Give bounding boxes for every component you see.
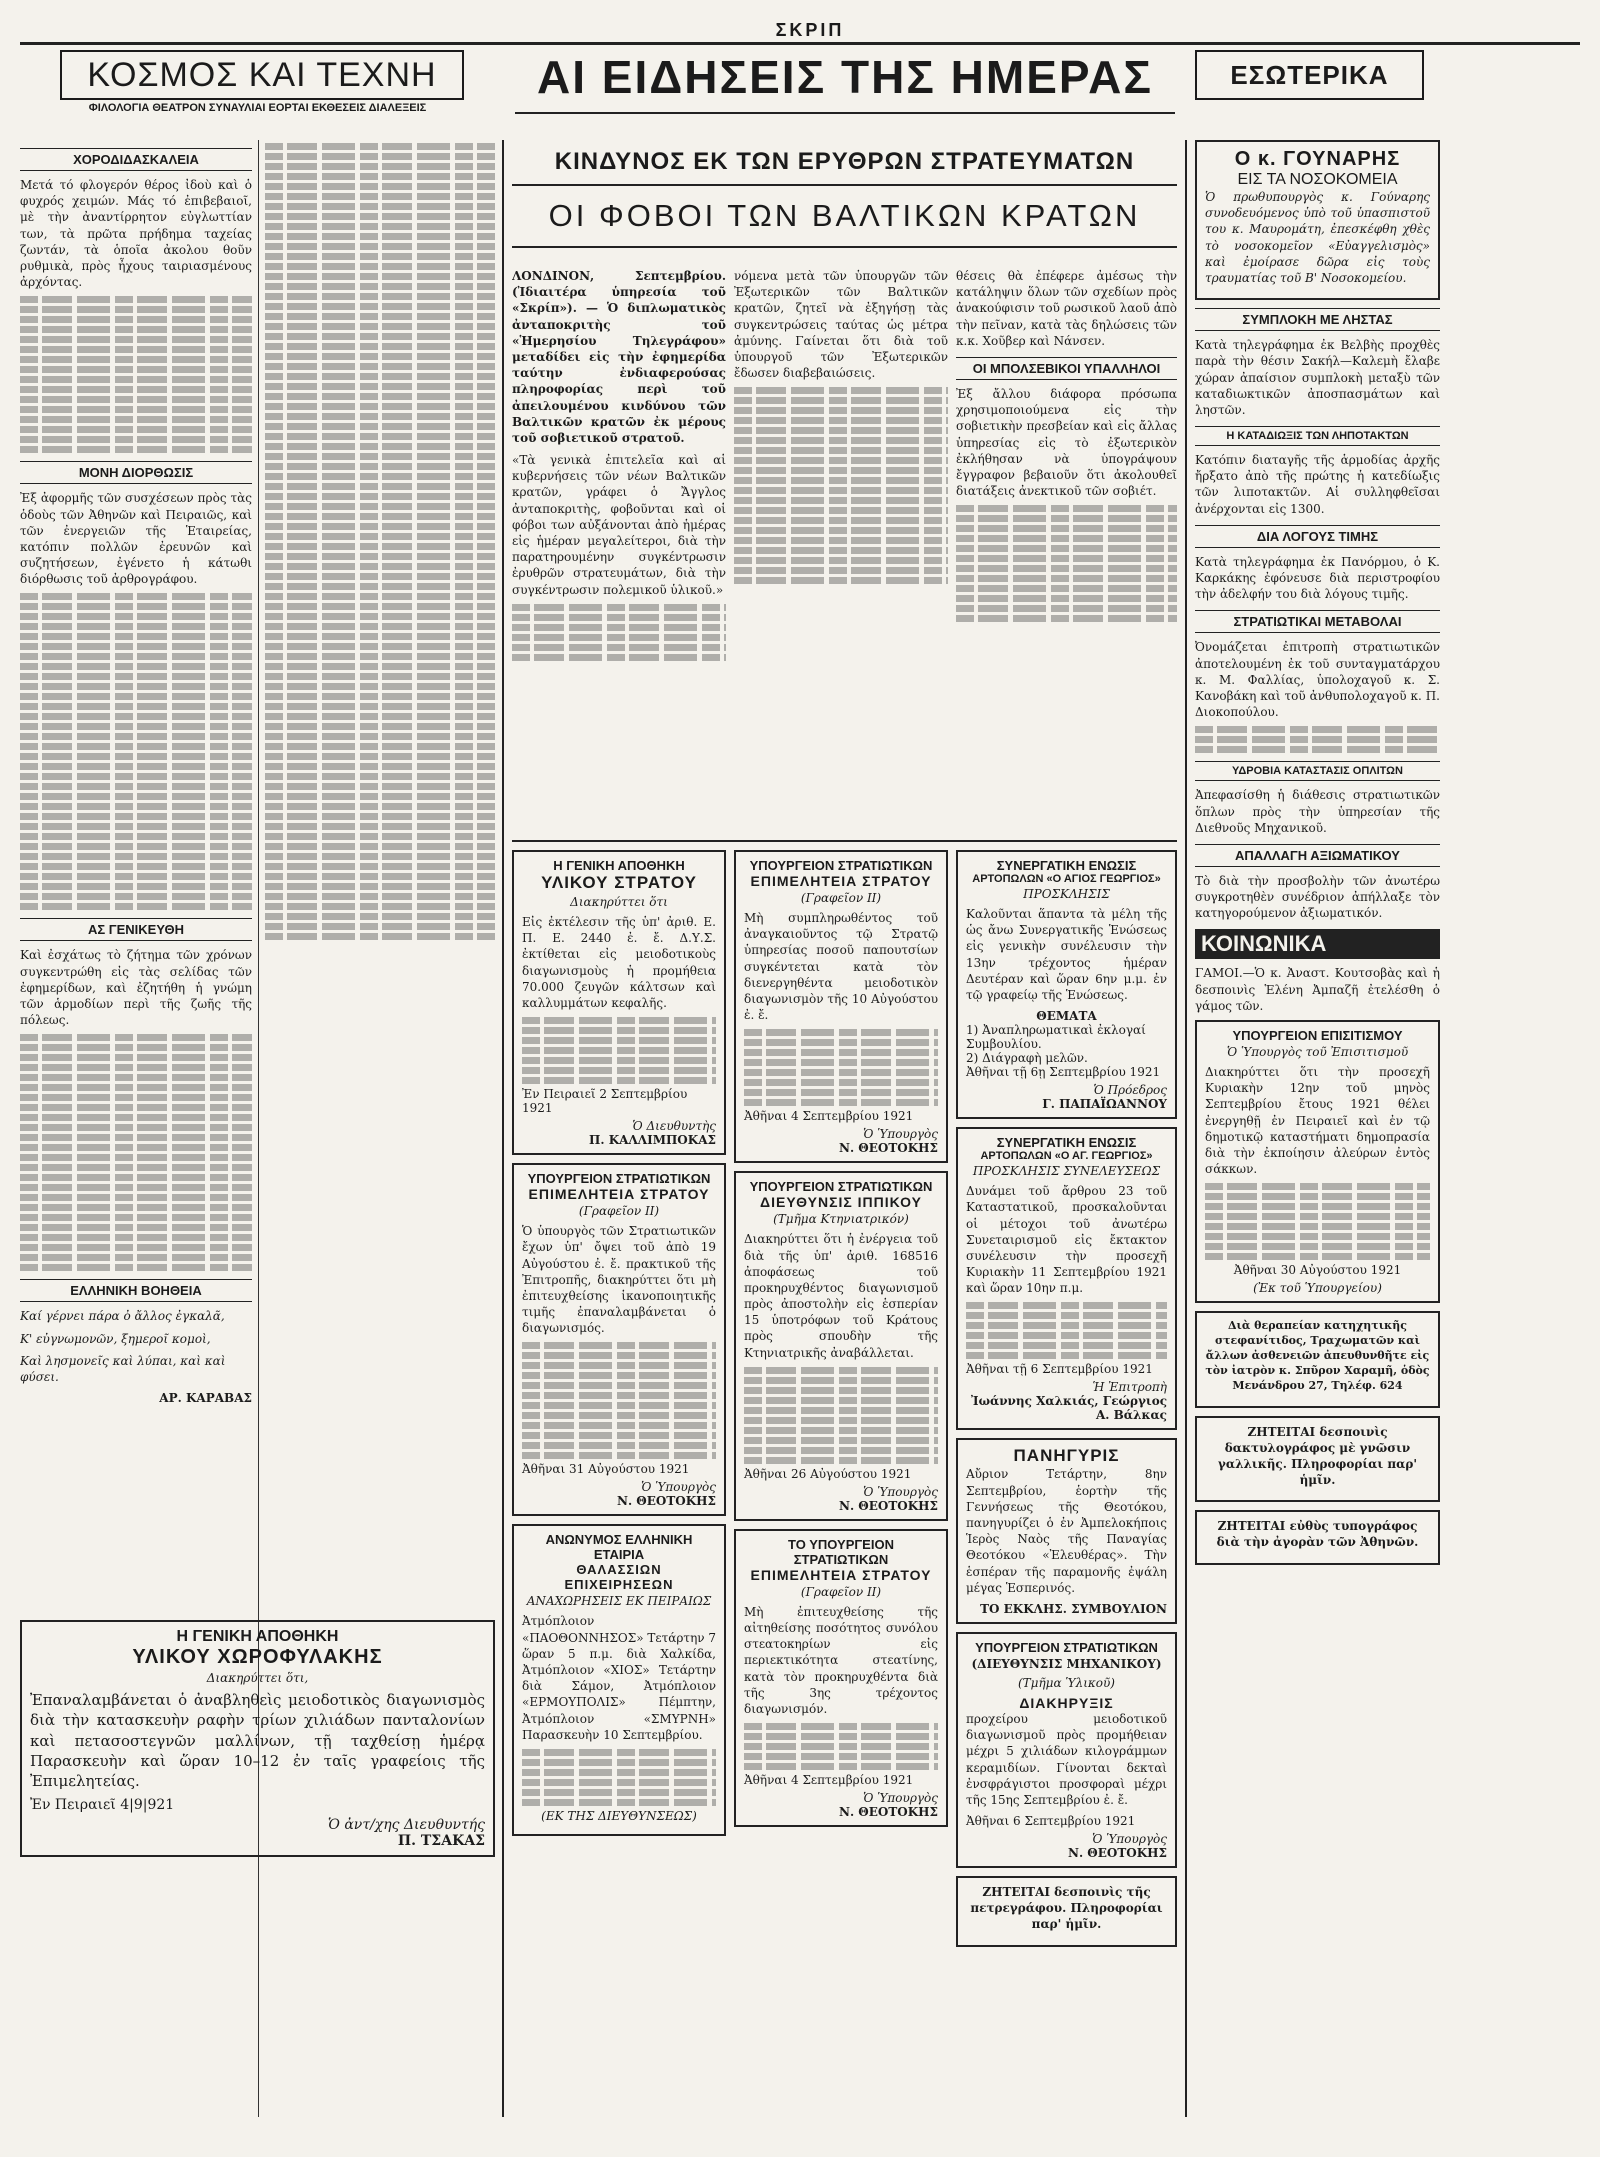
notice-title: ΠΑΝΗΓΥΡΙΣ [1013,1446,1120,1466]
article-text: Κατὰ τηλεγράφημα ἐκ Βελβὴς προχθὲς παρὰ τὴν θέσιν Σακήλ—Καλεμὴ ἔλαβε χώραν ἀπαίσιον συμπλοκὴ μεταξὺ τῶν καταδιωκτικῶν ἀποσπασμάτων καὶ ληστῶν. [1195,338,1440,417]
notice-subtitle: ΑΝΑΧΩΡΗΣΕΙΣ ΕΚ ΠΕΙΡΑΙΩΣ [526,1594,712,1609]
notice-text: Διακηρύττει ὅτι ἡ ἐνέργεια τοῦ διὰ τῆς ὑπ' ἀριθ. 168516 ἀποφάσεως τοῦ προκηρυχθέντος διαγωνισμοῦ πρὸς ἀποστολὴν εἰς ἑσπερίαν 15 ὑποτρόφων τοῦ Κράτους πρὸς σπουδὴν τῆς Κτηνιατρικῆς ἀναβάλλεται. [744,1232,938,1360]
notice-title: ΕΠΙΜΕΛΗΤΕΙΑ ΣΤΡΑΤΟΥ [750,873,932,889]
article-text: Ἀπεφασίσθη ἡ διάθεσις στρατιωτικῶν ὅπλων πρὸς τὴν ὑπηρεσίαν τῆς Διεθνοῦς Μηχανικοῦ. [1195,788,1440,835]
center-column [512,140,1177,2117]
notice-title: Η ΓΕΝΙΚΗ ΑΠΟΘΗΚΗ [553,858,685,873]
classified-ad [1195,1311,1440,1407]
notice-subtitle: Ὁ Ὑπουργὸς τοῦ Ἐπισιτισμοῦ [1226,1045,1409,1059]
section-heading: ΟΙ ΜΠΟΛΣΕΒΙΚΟΙ ΥΠΑΛΛΗΛΟΙ [956,357,1177,380]
notice-text: προχείρου μειοδοτικοῦ διαγωνισμοῦ πρὸς προμήθειαν μέχρι 5 χιλιάδων κιλογράμμων κεραμιδίων. Γίνονται δεκταὶ ἐνσφράγιστοι προσφοραὶ μέχρι τῆς 15ης Σεπτεμβρίου ἐ. ἔ. [966,1711,1167,1807]
notice-title: ΑΡΤΟΠΩΛΩΝ «Ο ΑΓ. ΓΕΩΡΓΙΟΣ» [980,1150,1153,1163]
notice-place: Ἀθῆναι 30 Αὐγούστου 1921 [1233,1263,1402,1278]
notice-box [734,1171,948,1521]
notice-box [956,1438,1177,1624]
article-text: «Τὰ γενικὰ ἐπιτελεῖα καὶ αἱ κυβερνήσεις τῶν νέων Βαλτικῶν κρατῶν, γράφει ὁ Ἄγγλος ἀνταποκριτὴς, φοβοῦνται καὶ οἱ φόβοι των αὐξάνονται ἀπὸ ἡμέρας εἰς ἡμέραν μεγαλείτεροι, διὰ τὴν παρατηρουμένην συγκέντρωσιν ἐρυθρῶν στρατευμάτων, διὰ τὴν συγκέντρωσιν πολεμικοῦ ὑλικοῦ.» [512,453,726,597]
notice-signature: Ν. ΘΕΟΤΟΚΗΣ [838,1141,938,1156]
notice-signature: Ν. ΘΕΟΤΟΚΗΣ [616,1494,716,1509]
notice-title: ΥΠΟΥΡΓΕΙΟΝ ΣΤΡΑΤΙΩΤΙΚΩΝ [749,1179,933,1195]
notice-text: Καλοῦνται ἅπαντα τὰ μέλη τῆς ὡς ἄνω Συνεργατικῆς Ἑνώσεως εἰς γενικὴν συνέλευσιν τὴν 13ην τρέχοντος ἡμέραν Δευτέραν καὶ ὥραν 6ην μ.μ. ἐν τῷ γραφείῳ τῆς Ἑνώσεως. [966,907,1167,1002]
center-section-title: ΑΙ ΕΙΔΗΣΕΙΣ ΤΗΣ ΗΜΕΡΑΣ [537,51,1153,103]
notice-place: Ἐν Πειραιεῖ 4|9|921 [30,1797,175,1814]
masthead [20,20,1580,140]
article-text: Μετά τό φλογερόν θέρος ἰδοὺ καὶ ὁ φυχρός χειμών. Μάς τό ἐπιβεβαιοῖ, μὲ τὴν ἀναντίρρητον εὐγλωττίαν των, τὰ πρῶτα πρήδημα ταχείας ζωντάν, τὰ ὁποῖα ἀκολου θοῦν ρυθμικὰ, πρὸς ἦχους ταιριασμένους ἀρχόντας. [20,178,252,290]
article-text: Ἐξ ἄλλου διάφορα πρόσωπα χρησιμοποιούμενα εἰς τὴν σοβιετικὴν πρεσβείαν καὶ εἰς ἄλλας ὑπηρεσίας εἰς τὸ ἐξωτερικὸν ἐκλήθησαν νὰ ὑπογράψουν ἔγγραφον βεβαιοῦν ὅτι ἀκολουθεῖ διατάξεις ἀνεκτικοῦ τῶν σοβιέτ. [956,386,1177,499]
article-text: Τὸ διὰ τὴν προσβολὴν τῶν ἀνωτέρω συγκροτηθὲν συνέδριον ἀπήλλαξε τὸν κατηγορούμενον ἀξιωματικόν. [1195,873,1440,921]
notice-signature: Ὁ Πρόεδρος [1093,1083,1167,1098]
poem-line: Κ' εὐγνωμονῶν, ξημεροῖ κομοὶ, [20,1331,211,1346]
main-headline: ΚΙΝΔΥΝΟΣ ΕΚ ΤΩΝ ΕΡΥΘΡΩΝ ΣΤΡΑΤΕΥΜΑΤΩΝ [512,140,1177,186]
notice-subtitle: (Γραφεῖον ΙΙ) [578,1204,660,1219]
notice-title: ΥΠΟΥΡΓΕΙΟΝ ΣΤΡΑΤΙΩΤΙΚΩΝ [975,1639,1158,1655]
notice-title: ΑΡΤΟΠΩΛΩΝ «Ο ΑΓΙΟΣ ΓΕΩΡΓΙΟΣ» [972,873,1161,885]
story-title: Ο κ. ΓΟΥΝΑΡΗΣ [1234,148,1401,170]
newspaper-page [20,20,1580,2117]
notice-subtitle: (Τμῆμα Ὑλικοῦ) [1018,1675,1115,1690]
notice-text: Ἀτμόπλοιον «ΠΑΟΘΟΝΝΗΣΟΣ» Τετάρτην 7 ὥραν 5 π.μ. διὰ Χαλκίδα, Ἀτμόπλοιον «ΧΙΟΣ» Τετάρτην διὰ Σάμον, Ἀτμόπλοιον «ΕΡΜΟΥΠΟΛΙΣ» Πέμπτην, Ἀτμόπλοιον «ΣΜΥΡΝΗ» Παρασκευὴν 10 Σεπτεμβρίου. [522,1614,717,1742]
section-heading: ΧΟΡΟΔΙΔΑΣΚΑΛΕΙΑ [20,148,252,171]
right-section-title: ΕΣΩΤΕΡΙΚΑ [1195,50,1424,100]
notice-title: ΥΠΟΥΡΓΕΙΟΝ ΣΤΡΑΤΙΩΤΙΚΩΝ [749,858,933,873]
poem-author: ΑΡ. ΚΑΡΑΒΑΣ [159,1391,252,1406]
notice-title: ΣΥΝΕΡΓΑΤΙΚΗ ΕΝΩΣΙΣ [996,858,1137,873]
notice-title: ΥΛΙΚΟΥ ΣΤΡΑΤΟΥ [541,873,697,892]
notice-text: Δυνάμει τοῦ ἄρθρου 23 τοῦ Καταστατικοῦ, προσκαλοῦνται οἱ μέτοχοι τοῦ ἀνωτέρω Συνεταιρισμοῦ εἰς ἔκτακτον συνέλευσιν τὴν προσεχῆ Κυριακὴν 11 Σεπτεμβρίου 1921 καὶ ὥραν 10ην π.μ. [966,1184,1167,1296]
notice-place: Ἀθῆναι τῇ 6ῃ Σεπτεμβρίου 1921 [966,1065,1161,1080]
notice-box [956,1127,1177,1430]
left-section-title: ΚΟΣΜΟΣ ΚΑΙ ΤΕΧΝΗ [60,50,464,100]
poem-line: Καὶ λησμονεῖς καὶ λύπαι, καὶ καὶ φύσει. [20,1353,226,1384]
notice-box [20,1620,495,1857]
story-text: Ὁ πρωθυπουργὸς κ. Γούναρης συνοδευόμενος ὑπὸ τοῦ ὑπασπιστοῦ του κ. Μαυρομάτη, ἐπεσκέφθη χθὲς τὸ νοσοκομεῖον «Εὐαγγελισμὸς» καὶ ἐμοίρασε δῶρα εἰς τοὺς τραυματίας τοῦ Β' Νοσοκομείου. [1205,190,1430,285]
notice-box [956,850,1177,1119]
lead-story-box [1195,140,1440,300]
notice-box [956,1632,1177,1868]
notice-place: Ἀθῆναι τῇ 6 Σεπτεμβρίου 1921 [966,1362,1153,1377]
right-column [1195,140,1440,2117]
article-text: Καὶ ἐσχάτως τὸ ζήτημα τῶν χρόνων συγκεντρώθη εἰς τὰς σελίδας τῶν ἐφημερίδων, καὶ ἐζητήθη ἡ γνώμη τῶν ἁρμοδίων περὶ τῆς ζωῆς τῆς πόλεως. [20,948,252,1028]
notice-text: Διακηρύττει ὅτι τὴν προσεχῆ Κυριακὴν 12ην τοῦ μηνὸς Σεπτεμβρίου ἔτους 1921 θέλει ἐνεργηθῇ ἐν Πειραιεῖ καὶ ἐν τῷ δημοτικῷ καταστήματι δημοπρασία διὰ τὴν ἐκποίησιν ἀλεύρων ἐντὸς σάκκων. [1205,1065,1430,1177]
notice-text: Ὁ ὑπουργὸς τῶν Στρατιωτικῶν ἔχων ὑπ' ὄψει τοῦ ἀπὸ 19 Αὐγούστου ἐ. ἔ. πρακτικοῦ τῆς Ἐπιτροπῆς, διακηρύττει ὅτι μὴ ἐπιτευχθείσης ἱκανοποιητικῆς τιμῆς ἐπαναλαμβάνεται ὁ διαγωνισμός. [522,1224,716,1336]
section-heading: ΑΠΑΛΛΑΓΗ ΑΞΙΩΜΑΤΙΚΟΥ [1195,844,1440,867]
notice-signature: Γ. ΠΑΠΑΪΩΑΝΝΟΥ [1042,1097,1167,1112]
notice-place: Ἀθῆναι 31 Αὐγούστου 1921 [522,1462,690,1477]
notice-box [734,850,948,1163]
notice-title: ΥΠΟΥΡΓΕΙΟΝ ΕΠΙΣΙΤΙΣΜΟΥ [1232,1028,1403,1043]
section-heading: ΚΟΙΝΩΝΙΚΑ [1195,929,1440,959]
agenda-item: 2) Διάγραφὴ μελῶν. [966,1051,1088,1066]
notice-signature: Ὁ Ὑπουργὸς [1092,1832,1167,1847]
notice-signature: Ὁ ἀντ/χης Διευθυντής [327,1817,485,1834]
notice-signature: Ν. ΘΕΟΤΟΚΗΣ [1067,1846,1167,1861]
notice-signature: Ὁ Ὑπουργὸς [863,1127,938,1142]
article-text: Κατὰ τηλεγράφημα ἐκ Πανόρμου, ὁ Κ. Καρκάκης ἐφόνευσε διὰ περιστροφίου τὴν ἀδελφήν του διὰ λόγους τιμῆς. [1195,554,1440,602]
notice-subtitle: (Γραφεῖον ΙΙ) [800,1584,882,1599]
notice-signature: Ν. ΘΕΟΤΟΚΗΣ [838,1805,938,1820]
notice-title: ΔΙΕΥΘΥΝΣΙΣ ΙΠΠΙΚΟΥ [760,1194,922,1211]
notice-text: Αὔριον Τετάρτην, 8ην Σεπτεμβρίου, ἑορτὴν τῆς Γεννήσεως τῆς Θεοτόκου, πανηγυρίζει ὁ ἐν Ἀμπελοκήποις Ἱερὸς Ναὸς τῆς Παναγίας Θεοτόκου «Ἐλευθέρας». Τὴν ἑσπέραν τῆς παραμονῆς ἐψάλη μέγας Ἑσπερινός. [966,1467,1167,1595]
story-subtitle: ΕΙΣ ΤΑ ΝΟΣΟΚΟΜΕΙΑ [1237,171,1398,188]
notice-place: Ἀθῆναι 6 Σεπτεμβρίου 1921 [966,1814,1136,1829]
notice-title: ΕΠΙΜΕΛΗΤΕΙΑ ΣΤΡΑΤΟΥ [528,1186,710,1203]
notice-footer: (ΕΚ ΤΗΣ ΔΙΕΥΘΥΝΣΕΩΣ) [541,1808,697,1823]
columns [20,140,1580,2117]
notice-title: Η ΓΕΝΙΚΗ ΑΠΟΘΗΚΗ [176,1628,339,1645]
section-heading: ΑΣ ΓΕΝΙΚΕΥΘΗ [20,918,252,941]
notice-place: Ἐν Πειραιεῖ 2 Σεπτεμβρίου 1921 [522,1087,688,1116]
section-heading: ΣΤΡΑΤΙΩΤΙΚΑΙ ΜΕΤΑΒΟΛΑΙ [1195,610,1440,633]
paper-name: ΣΚΡΙΠ [775,20,845,40]
notice-title: ΑΝΩΝΥΜΟΣ ΕΛΛΗΝΙΚΗ ΕΤΑΙΡΙΑ [545,1532,693,1563]
notice-signature: ΤΟ ΕΚΚΛΗΣ. ΣΥΜΒΟΥΛΙΟΝ [980,1601,1167,1616]
classified-ad [1195,1416,1440,1503]
notice-place: Ἀθῆναι 26 Αὐγούστου 1921 [744,1466,912,1481]
ad-text: ΖΗΤΕΙΤΑΙ δεσποινὶς δακτυλογράφος μὲ γνῶσιν γαλλικῆς. Πληροφορίαι παρ' ἡμῖν. [1217,1424,1418,1488]
notice-signature: Ν. ΘΕΟΤΟΚΗΣ [838,1498,938,1513]
left-section-subtitle: ΦΙΛΟΛΟΓΙΑ ΘΕΑΤΡΟΝ ΣΥΝΑΥΛΙΑΙ ΕΟΡΤΑΙ ΕΚΘΕΣΕΙΣ ΔΙΑΛΕΞΕΙΣ [88,102,427,114]
poem-line: Καί γέρνει πάρα ὀ ἄλλος ἐγκαλᾶ, [20,1309,225,1324]
article-text: νόμενα μετὰ τῶν ὑπουργῶν τῶν Ἐξωτερικῶν τῶν Βαλτικῶν κρατῶν, ζητεῖ νὰ ἐξηγήσῃ τὰς συγκεντρώσεις ταύτας ὡς μέτρα ἀμύνης. Γαίνεται ὅτι διὰ τοῦ ὑπουργοῦ τῶν Ἐξωτερικῶν ἔδωσεν διαβεβαιώσεις. [734,269,948,381]
section-heading: ΣΥΜΠΛΟΚΗ ΜΕ ΛΗΣΤΑΣ [1195,308,1440,331]
notice-subtitle: Διακηρύττει ὅτι, [206,1671,309,1685]
classified-ad [956,1876,1177,1947]
notice-signature: Ὁ Ὑπουργὸς [863,1484,938,1499]
notice-subtitle: ΠΡΟΣΚΛΗΣΙΣ [1023,887,1110,901]
notice-box [512,1163,726,1516]
ad-text: ΖΗΤΕΙΤΑΙ δεσποινὶς τῆς πετρεγράφου. Πληροφορίαι παρ' ἡμῖν. [970,1885,1163,1932]
notice-subtitle: Διακηρύττει ὅτι [570,895,668,909]
article-text: ΛΟΝΔΙΝΟΝ, Σεπτεμβρίου. (Ἰδιαιτέρα ὑπηρεσία τοῦ «Σκρίπ»). — Ὁ διπλωματικὸς ἀνταποκριτὴς τοῦ «Ἡμερησίου Τηλεγράφου» μεταδίδει εἰς τὴν ἐφημερίδα ταύτην ἐνδιαφερούσας πληροφορίας περὶ τοῦ ἀπειλουμένου κινδύνου τῶν Βαλτικῶν κρατῶν ἐκ μέρους τοῦ σοβιετικοῦ στρατοῦ. [512,269,726,445]
section-heading: ΔΙΑ ΛΟΓΟΥΣ ΤΙΜΗΣ [1195,525,1440,548]
notice-signature: (Ἐκ τοῦ Ὑπουργείου) [1253,1281,1382,1296]
section-heading: ΕΛΛΗΝΙΚΗ ΒΟΗΘΕΙΑ [20,1279,252,1302]
notice-place: Ἀθῆναι 4 Σεπτεμβρίου 1921 [744,1773,914,1788]
article-text: Ἐξ ἀφορμῆς τῶν συσχέσεων πρὸς τὰς ὁδοὺς τῶν Ἀθηνῶν καὶ Πειραιῶς, καὶ τῶν ἐνεργειῶν τῆς Ἑταιρείας, κατόπιν πολλῶν ἐρευνῶν καὶ συζητήσεων, ἐγένετο ἡ κάτωθι διόρθωσις τοῦ ἀρθρογράφου. [20,491,252,587]
ad-text: Διὰ θεραπείαν κατηχητικῆς στεφανίτιδος, Τραχωματῶν καὶ ἄλλων ἀσθενειῶν ἀπευθυνθῆτε εἰς τὸν ἰατρὸν κ. Σπῦρον Χαραμῆ, ὁδὸς Μενάνδρου 27, Τηλέφ. 624 [1205,1319,1430,1392]
sub-headline: ΟΙ ΦΟΒΟΙ ΤΩΝ ΒΑΛΤΙΚΩΝ ΚΡΑΤΩΝ [512,186,1177,248]
notice-subtitle: ΠΡΟΣΚΛΗΣΙΣ ΣΥΝΕΛΕΥΣΕΩΣ [972,1164,1161,1179]
notice-signature: Ἡ Ἐπιτροπὴ [1092,1380,1167,1395]
notice-text: Μὴ συμπληρωθέντος τοῦ ἀναγκαιοῦντος τῷ Στρατῷ ὑπηρεσίας ποσοῦ παπουτσίων συγκέντεται κατὰ τὸν διενεργηθέντα μειοδοτικὸν διαγωνισμὸν τῆς 10 Αὐγούστου ἐ. ἔ. [744,911,938,1023]
agenda-item: 1) Ἀναπληρωματικαὶ ἐκλογαί Συμβουλίου. [966,1023,1146,1052]
article-text: ΓΑΜΟΙ.—Ὁ κ. Ἀναστ. Κουτσοβὰς καὶ ἡ δεσποινὶς Ἑλένη Ἀμπαζῆ ἐτελέσθη ὁ γάμος τῶν. [1195,966,1440,1013]
notice-title: ΥΛΙΚΟΥ ΧΩΡΟΦΥΛΑΚΗΣ [132,1646,383,1668]
notice-place: Ἀθῆναι 4 Σεπτεμβρίου 1921 [744,1109,914,1124]
notice-subtitle: (Γραφεῖον ΙΙ) [800,891,882,905]
notice-signature: Ὁ Ὑπουργὸς [641,1480,716,1495]
section-heading: Η ΚΑΤΑΔΙΩΞΙΣ ΤΩΝ ΛΗΠΟΤΑΚΤΩΝ [1195,426,1440,446]
notice-text: Ἐπαναλαμβάνεται ὁ ἀναβληθεὶς μειοδοτικὸς διαγωνισμὸς διὰ τὴν κατασκευὴν ραφὴν τρίων χιλιάδων πανταλονίων καὶ πετασοστεγνῶν μαλλίνων, τῇ ταχθείσῃ ἡμέρᾳ Παρασκευὴν καὶ ὥραν 10–12 ἐν ταῖς γραφείοις τῆς Ἐπιμελητείας. [30,1691,485,1790]
section-heading: ΜΟΝΗ ΔΙΟΡΘΩΣΙΣ [20,461,252,484]
notice-title: ΣΥΝΕΡΓΑΤΙΚΗ ΕΝΩΣΙΣ [996,1135,1137,1151]
notice-signature: Ὁ Ὑπουργὸς [863,1791,938,1806]
notice-box [734,1529,948,1827]
notice-signature: Ὁ Διευθυντὴς [632,1119,716,1134]
classified-ad [1195,1510,1440,1564]
notice-signature: Π. ΤΣΑΚΑΣ [397,1833,485,1850]
notice-title: ΤΟ ΥΠΟΥΡΓΕΙΟΝ ΣΤΡΑΤΙΩΤΙΚΩΝ [788,1536,894,1567]
article-text: Κατόπιν διαταγῆς τῆς ἁρμοδίας ἀρχῆς ἤρξατο ἀπὸ τῆς πρώτης ἡ κατεδίωξις τῶν λιποτακτῶν. Αἱ συλληφθεῖσαι ἀνέρχονται εἰς 1300. [1195,453,1440,516]
notice-heading: ΔΙΑΚΗΡΥΞΙΣ [1019,1694,1114,1711]
agenda-item: ΘΕΜΑΤΑ [1036,1009,1097,1024]
notice-signature: Ἰωάννης Χαλκιάς, Γεώργιος Α. Βάλκας [971,1394,1167,1423]
notice-subtitle: (ΔΙΕΥΘΥΝΣΙΣ ΜΗΧΑΝΙΚΟΥ) [971,1656,1162,1671]
left-column [20,140,495,2117]
ad-text: ΖΗΤΕΙΤΑΙ εὐθὺς τυπογράφος διὰ τὴν ἀγορὰν τῶν Ἀθηνῶν. [1216,1519,1419,1550]
notice-box [512,1524,726,1836]
notice-box [1195,1020,1440,1303]
notice-box [512,850,726,1155]
article-text: θέσεις θὰ ἐπέφερε ἀμέσως τὴν κατάληψιν ὅλων τῶν σχεδίων πρὸς ἀνακούφισιν τοῦ ρωσικοῦ λαοῦ ἀπὸ τὴν πεῖναν, κατὰ τὰς δηλώσεις τῶν κ.κ. Χοῦβερ καὶ Νάνσεν. [956,269,1177,348]
article-text: Ὀνομάζεται ἐπιτροπὴ στρατιωτικῶν ἀποτελουμένη ἐκ τοῦ συνταγματάρχου κ. Μ. Φαλλίας, ὑπολοχαγοῦ κ. Σ. Κανοβάκη καὶ τοῦ ἀνθυπολοχαγοῦ κ. Π. Διοκοπούλου. [1195,640,1440,720]
notice-title: ΥΠΟΥΡΓΕΙΟΝ ΣΤΡΑΤΙΩΤΙΚΩΝ [527,1171,711,1187]
section-heading: ΥΔΡΟΒΙΑ ΚΑΤΑΣΤΑΣΙΣ ΟΠΛΙΤΩΝ [1195,761,1440,781]
notice-title: ΕΠΙΜΕΛΗΤΕΙΑ ΣΤΡΑΤΟΥ [750,1566,932,1583]
notice-title: ΘΑΛΑΣΣΙΩΝ ΕΠΙΧΕΙΡΗΣΕΩΝ [564,1562,674,1593]
notice-signature: Π. ΚΑΛΛΙΜΠΟΚΑΣ [589,1133,716,1148]
notice-text: Εἰς ἐκτέλεσιν τῆς ὑπ' ἀριθ. Ε. Π. Ε. 2440 ἐ. ἔ. Δ.Υ.Σ. ἐκτίθεται εἰς μειοδοτικοὺς διαγωνισμοὺς ἡ προμήθεια 70.000 ζευγῶν κάλτσων καὶ καλλυμμάτων κεφαλῆς. [522,915,716,1010]
notice-text: Μὴ ἐπιτευχθείσης τῆς αἰτηθείσης ποσότητος συνόλου στεατοκηρίων εἰς περιεκτικότητα στεατίνης, κατὰ τὸν προκηρυχθέντα διὰ τῆς 3ης τρέχοντος διαγωνισμόν. [744,1604,938,1716]
notice-subtitle: (Τμῆμα Κτηνιατρικόν) [773,1212,909,1227]
